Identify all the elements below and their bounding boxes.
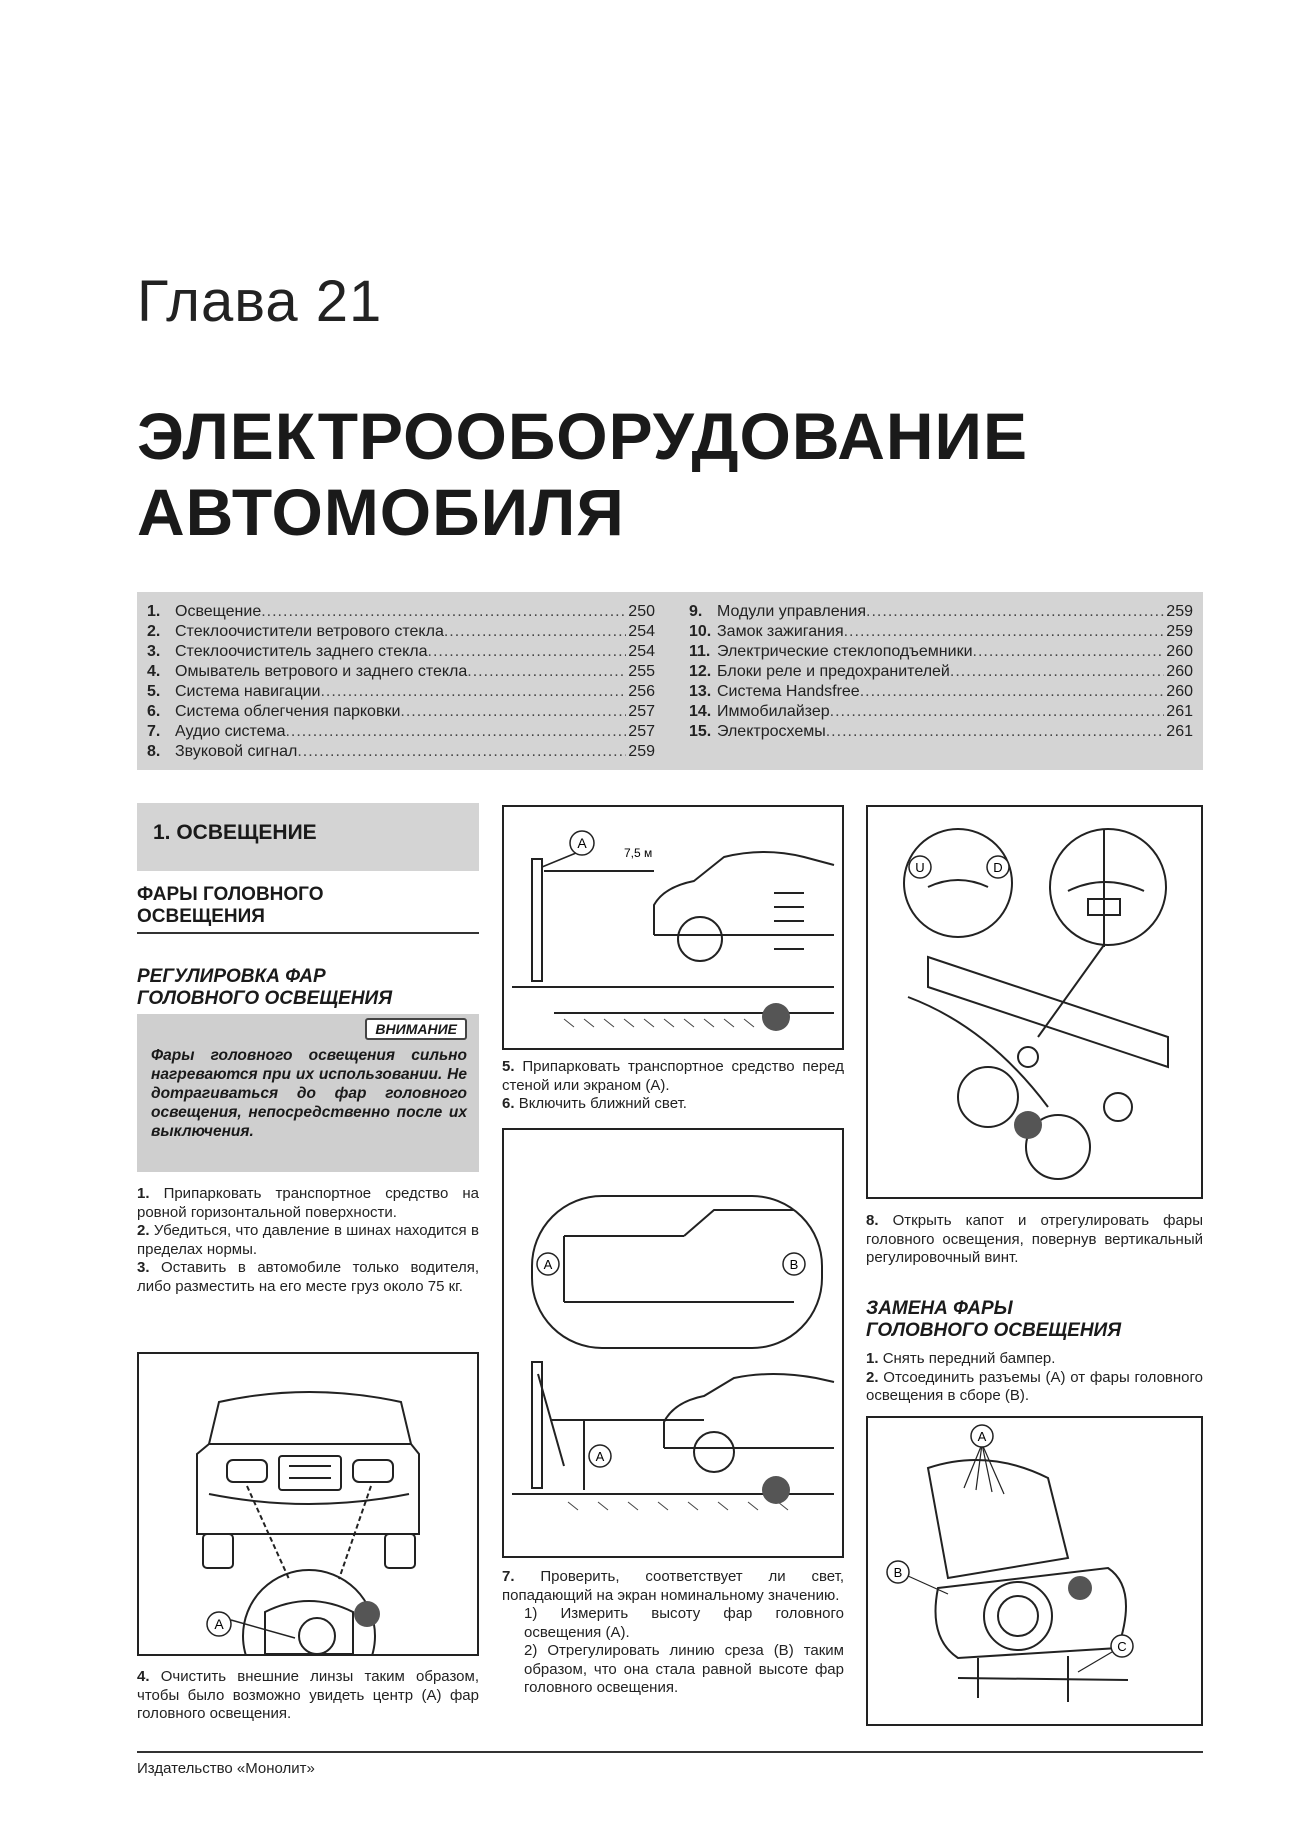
toc-leader-dots <box>844 622 1165 642</box>
subheading-headlights <box>137 884 323 928</box>
toc-entry <box>689 602 1193 622</box>
toc-left-column <box>147 602 655 762</box>
warning-label: ВНИМАНИЕ <box>365 1018 467 1040</box>
toc-entry <box>147 602 655 622</box>
chapter-title-line1: ЭЛЕКТРООБОРУДОВАНИЕ <box>137 399 1028 473</box>
warning-box <box>137 1014 479 1172</box>
toc-entry-number: 9. <box>689 603 703 620</box>
toc-entry-page: 255 <box>628 663 655 680</box>
figure-headlight-assembly <box>866 1416 1203 1726</box>
list-item: 1. Припарковать транспортное средство на ровной горизонтальной поверхности. <box>137 1185 479 1221</box>
toc-entry-label: Освещение <box>175 603 262 620</box>
toc-entry-page: 261 <box>1166 723 1193 740</box>
toc-entry-number: 6. <box>147 703 161 720</box>
figure-headlight-front <box>137 1352 479 1656</box>
toc-entry <box>147 702 655 722</box>
toc-entry-page: 260 <box>1166 643 1193 660</box>
chapter-title <box>137 398 1028 550</box>
toc-entry-page: 260 <box>1166 683 1193 700</box>
subheading-line: РЕГУЛИРОВКА ФАР <box>137 966 326 987</box>
toc-entry <box>147 722 655 742</box>
toc-leader-dots <box>297 742 626 762</box>
toc-entry <box>147 642 655 662</box>
fig-label-a: A <box>595 1449 605 1464</box>
toc-entry-label: Система Handsfree <box>717 683 860 700</box>
watermark-logo-icon <box>762 1476 790 1504</box>
subheading-line: ГОЛОВНОГО ОСВЕЩЕНИЯ <box>866 1320 1122 1341</box>
subheading-line: ОСВЕЩЕНИЯ <box>137 906 265 927</box>
toc-entry-page: 257 <box>628 703 655 720</box>
toc-entry-label: Иммобилайзер <box>717 703 830 720</box>
headlight-front-illustration <box>139 1354 477 1654</box>
watermark-logo-icon <box>1068 1576 1092 1600</box>
fig-label-a: A <box>577 835 587 851</box>
toc-entry-label: Аудио система <box>175 723 286 740</box>
subheading-line: ФАРЫ ГОЛОВНОГО <box>137 884 324 905</box>
subheading-line: ЗАМЕНА ФАРЫ <box>866 1298 1013 1319</box>
toc-entry-page: 250 <box>628 603 655 620</box>
col2-step7 <box>502 1568 844 1698</box>
figure-adjust-screw <box>866 805 1203 1199</box>
toc-entry-number: 10. <box>689 623 712 640</box>
section-heading-bar <box>137 803 479 871</box>
list-subitem: 2) Отрегулировать линию среза (В) таким образом, что она стала равной высоте фар головного освещения. <box>524 1642 844 1696</box>
toc-entry-label: Звуковой сигнал <box>175 743 298 760</box>
toc-right-column <box>689 602 1193 742</box>
toc-entry-number: 1. <box>147 603 161 620</box>
subheading-replace <box>866 1298 1121 1342</box>
toc-leader-dots <box>400 702 626 722</box>
toc-entry-number: 11. <box>689 643 711 660</box>
toc-entry-label: Стеклоочистители ветрового стекла <box>175 623 444 640</box>
col1-step4: 4. Очистить внешние линзы таким образом, чтобы было возможно увидеть центр (А) фар головного освещения. <box>137 1668 480 1722</box>
toc-entry-label: Стеклоочиститель заднего стекла <box>175 643 428 660</box>
col2-steps-a <box>502 1058 844 1114</box>
subheading-line: ГОЛОВНОГО ОСВЕЩЕНИЯ <box>137 988 393 1009</box>
list-item: 5. Припарковать транспортное средство перед стеной или экраном (А). <box>502 1058 844 1094</box>
toc-entry-page: 259 <box>1166 623 1193 640</box>
toc-entry <box>689 642 1193 662</box>
toc-leader-dots <box>285 722 626 742</box>
watermark-logo-icon <box>762 1003 790 1031</box>
toc-entry-number: 5. <box>147 683 161 700</box>
toc-leader-dots <box>826 722 1165 742</box>
toc-entry-page: 254 <box>628 623 655 640</box>
divider <box>137 932 479 934</box>
toc-entry-label: Система навигации <box>175 683 321 700</box>
toc-entry-label: Система облегчения парковки <box>175 703 401 720</box>
table-of-contents <box>137 592 1203 770</box>
subheading-adjust <box>137 966 392 1010</box>
toc-entry-number: 7. <box>147 723 161 740</box>
col1-steps <box>137 1185 479 1296</box>
list-item: 2. Убедиться, что давление в шинах находится в пределах нормы. <box>137 1222 480 1258</box>
toc-entry-number: 12. <box>689 663 712 680</box>
toc-entry-label: Омыватель ветрового и заднего стекла <box>175 663 468 680</box>
car-distance-illustration <box>504 807 842 1048</box>
watermark-logo-icon <box>354 1601 380 1627</box>
fig-label-b: B <box>789 1257 799 1272</box>
fig-label-a: A <box>214 1616 224 1632</box>
fig-label-c: C <box>1117 1639 1127 1654</box>
toc-entry-number: 8. <box>147 743 161 760</box>
fig-label-a: A <box>977 1429 987 1444</box>
toc-entry-number: 4. <box>147 663 161 680</box>
toc-entry-page: 261 <box>1166 703 1193 720</box>
publisher-footer: Издательство «Монолит» <box>137 1760 315 1777</box>
toc-entry-label: Электрические стеклоподъемники <box>717 643 973 660</box>
watermark-logo-icon <box>1014 1111 1042 1139</box>
list-subitem: 1) Измерить высоту фар головного освещения (А). <box>524 1605 844 1641</box>
toc-entry <box>147 742 655 762</box>
fig-label-d: D <box>993 860 1003 875</box>
section-heading: 1. ОСВЕЩЕНИЕ <box>153 821 317 844</box>
list-item: 6. Включить ближний свет. <box>502 1095 687 1112</box>
fig-label-a: A <box>543 1257 553 1272</box>
toc-entry-number: 15. <box>689 723 712 740</box>
toc-entry <box>689 722 1193 742</box>
toc-entry <box>147 622 655 642</box>
toc-leader-dots <box>467 662 626 682</box>
toc-entry-label: Электросхемы <box>717 723 826 740</box>
toc-entry-number: 13. <box>689 683 712 700</box>
toc-leader-dots <box>444 622 626 642</box>
footer-divider <box>137 1751 1203 1753</box>
toc-entry <box>147 662 655 682</box>
fig-label-u: U <box>915 860 925 875</box>
fig-label-b: B <box>893 1565 903 1580</box>
toc-leader-dots <box>950 662 1164 682</box>
col3-replace-steps <box>866 1350 1203 1406</box>
toc-entry <box>147 682 655 702</box>
toc-entry-label: Замок зажигания <box>717 623 844 640</box>
toc-entry-number: 3. <box>147 643 161 660</box>
toc-entry <box>689 622 1193 642</box>
toc-entry-number: 14. <box>689 703 712 720</box>
toc-leader-dots <box>261 602 626 622</box>
toc-entry-page: 259 <box>1166 603 1193 620</box>
toc-leader-dots <box>973 642 1165 662</box>
fig-label-distance: 7,5 м <box>624 846 653 860</box>
figure-car-distance <box>502 805 844 1050</box>
list-item: 1. Снять передний бампер. <box>866 1350 1056 1367</box>
cutoff-line-illustration <box>504 1130 842 1556</box>
chapter-title-line2: АВТОМОБИЛЯ <box>137 475 625 549</box>
toc-entry-page: 256 <box>628 683 655 700</box>
toc-entry-page: 259 <box>628 743 655 760</box>
toc-leader-dots <box>320 682 626 702</box>
list-item: 3. Оставить в автомобиле только водителя, либо разместить на его месте груз около 75 кг. <box>137 1259 479 1295</box>
toc-entry-page: 254 <box>628 643 655 660</box>
toc-entry-page: 260 <box>1166 663 1193 680</box>
toc-leader-dots <box>428 642 627 662</box>
warning-text: Фары головного освещения сильно нагреваются при их использовании. Не дотрагиваться до фар головного освещения, непосредственно после их выключения. <box>151 1047 467 1140</box>
col3-step8: 8. Открыть капот и отрегулировать фары головного освещения, повернув вертикальный регулировочный винт. <box>866 1212 1203 1266</box>
toc-entry <box>689 662 1193 682</box>
adjust-screw-illustration <box>868 807 1201 1197</box>
toc-entry <box>689 702 1193 722</box>
chapter-label: Глава 21 <box>137 269 383 334</box>
list-item: 7. Проверить, соответствует ли свет, попадающий на экран номинальному значению. <box>502 1568 844 1604</box>
toc-entry-number: 2. <box>147 623 161 640</box>
toc-entry-label: Блоки реле и предохранителей <box>717 663 950 680</box>
toc-entry-label: Модули управления <box>717 603 867 620</box>
headlight-assembly-illustration <box>868 1418 1201 1724</box>
toc-leader-dots <box>830 702 1165 722</box>
toc-leader-dots <box>866 602 1164 622</box>
list-item: 2. Отсоединить разъемы (А) от фары головного освещения в сборе (В). <box>866 1368 1204 1404</box>
toc-entry-page: 257 <box>628 723 655 740</box>
toc-entry <box>689 682 1193 702</box>
figure-cutoff-line <box>502 1128 844 1558</box>
toc-leader-dots <box>860 682 1165 702</box>
